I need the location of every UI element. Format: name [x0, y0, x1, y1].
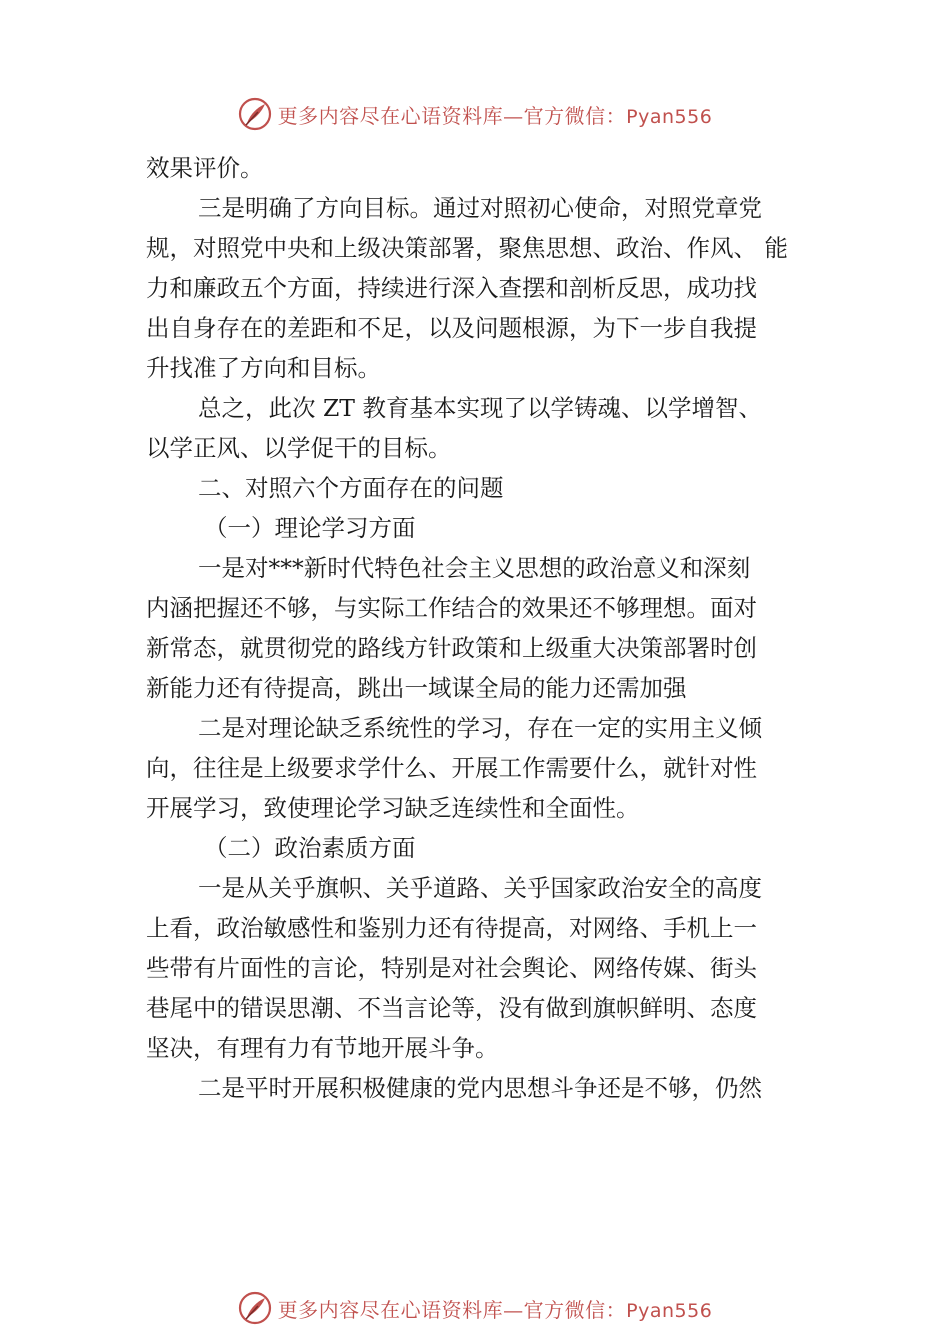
- feather-logo-icon: [238, 97, 272, 131]
- paragraph-line: 坚决，有理有力有节地开展斗争。: [146, 1034, 499, 1062]
- paragraph-line: 向，往往是上级要求学什么、开展工作需要什么，就针对性: [146, 754, 757, 782]
- paragraph-line: 总之，此次 ZT 教育基本实现了以学铸魂、以学增智、: [198, 394, 762, 422]
- subsection-heading: （一）理论学习方面: [204, 514, 416, 542]
- paragraph-line: 出自身存在的差距和不足，以及问题根源，为下一步自我提: [146, 314, 757, 342]
- document-body: [146, 148, 810, 1108]
- watermark-text: 更多内容尽在心语资料库—官方微信：: [277, 103, 627, 128]
- paragraph-line: 新能力还有待提高，跳出一域谋全局的能力还需加强: [146, 674, 687, 702]
- paragraph-line: 内涵把握还不够，与实际工作结合的效果还不够理想。面对: [146, 594, 757, 622]
- header-watermark: [0, 94, 950, 134]
- paragraph-line: 一是对***新时代特色社会主义思想的政治意义和深刻: [198, 554, 751, 582]
- paragraph-line: 一是从关乎旗帜、关乎道路、关乎国家政治安全的高度: [198, 874, 762, 902]
- paragraph-line: 规，对照党中央和上级决策部署，聚焦思想、政治、作风、 能: [146, 234, 788, 262]
- footer-watermark: [0, 1288, 950, 1328]
- paragraph-line: 力和廉政五个方面，持续进行深入查摆和剖析反思，成功找: [146, 274, 757, 302]
- paragraph-line: 新常态，就贯彻党的路线方针政策和上级重大决策部署时创: [146, 634, 757, 662]
- paragraph-line: 升找准了方向和目标。: [146, 354, 381, 382]
- paragraph-line: 开展学习，致使理论学习缺乏连续性和全面性。: [146, 794, 640, 822]
- watermark-text: 更多内容尽在心语资料库—官方微信：: [277, 1297, 627, 1322]
- subsection-heading: （二）政治素质方面: [204, 834, 416, 862]
- paragraph-line: 上看，政治敏感性和鉴别力还有待提高，对网络、手机上一: [146, 914, 757, 942]
- paragraph-line: 二是平时开展积极健康的党内思想斗争还是不够，仍然: [198, 1074, 762, 1102]
- watermark-wechat-id: Pyan556: [626, 105, 713, 128]
- paragraph-line: 效果评价。: [146, 154, 264, 182]
- paragraph-line: 巷尾中的错误思潮、不当言论等，没有做到旗帜鲜明、态度: [146, 994, 757, 1022]
- paragraph-line: 些带有片面性的言论，特别是对社会舆论、网络传媒、街头: [146, 954, 757, 982]
- feather-logo-icon: [238, 1291, 272, 1325]
- paragraph-line: 二是对理论缺乏系统性的学习，存在一定的实用主义倾: [198, 714, 762, 742]
- paragraph-line: 三是明确了方向目标。通过对照初心使命，对照党章党: [198, 194, 762, 222]
- watermark-wechat-id: Pyan556: [626, 1299, 713, 1322]
- paragraph-line: 以学正风、以学促干的目标。: [146, 434, 452, 462]
- section-heading: 二、对照六个方面存在的问题: [198, 474, 504, 502]
